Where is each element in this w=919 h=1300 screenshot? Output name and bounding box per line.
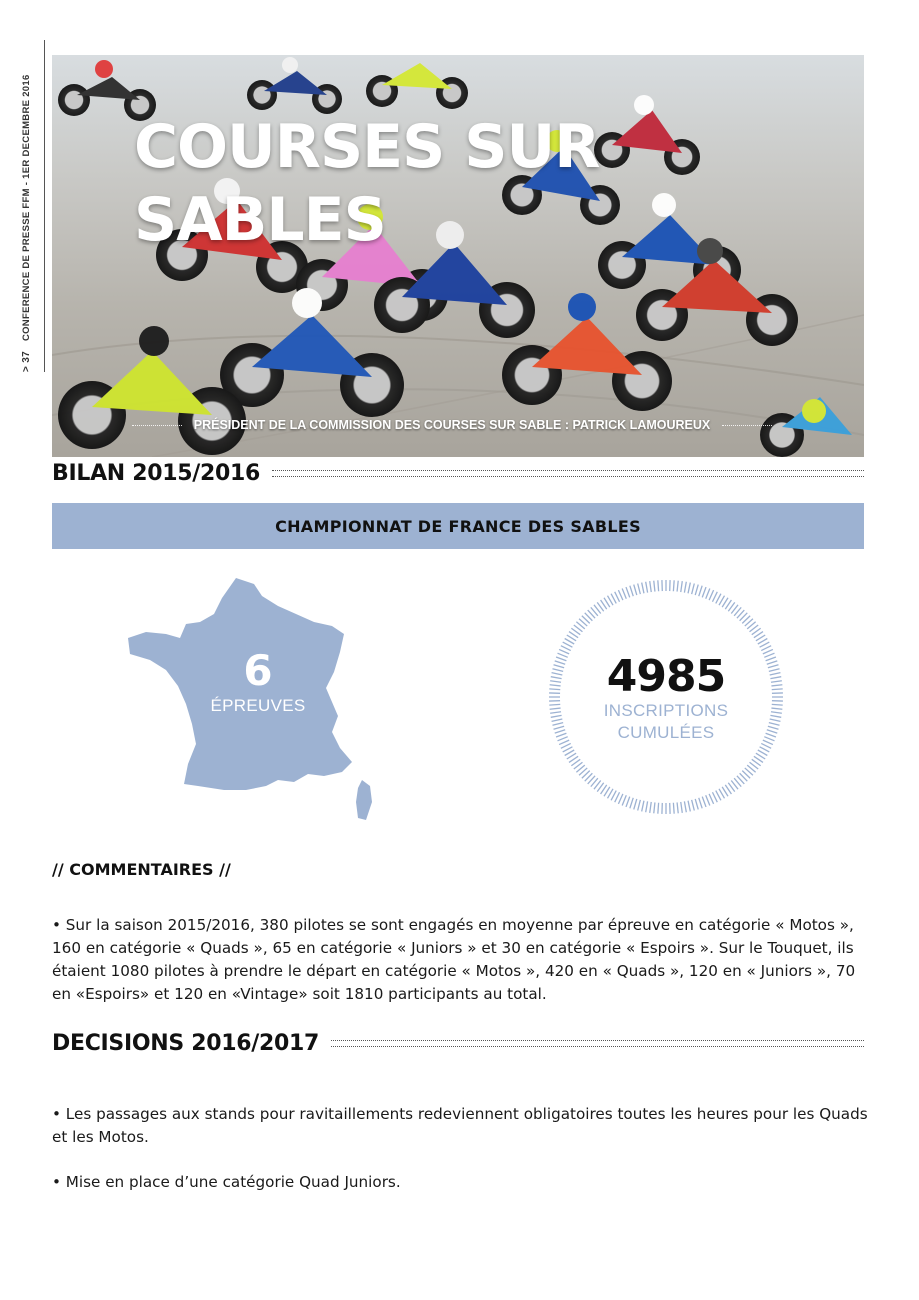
ring-tick (771, 708, 782, 709)
ring-tick (634, 799, 637, 810)
ring-tick (699, 586, 702, 596)
championship-banner (52, 503, 864, 549)
ring-tick (650, 581, 652, 592)
ring-tick (771, 681, 782, 683)
ring-tick (618, 794, 622, 804)
ring-tick (550, 708, 561, 709)
ring-tick (650, 802, 652, 813)
ring-tick (688, 583, 690, 594)
decisions-heading (52, 1028, 864, 1058)
ring-tick (561, 743, 571, 748)
decisions-rule (331, 1040, 864, 1047)
ring-tick (702, 587, 706, 597)
ring-tick (646, 582, 648, 593)
ring-tick (550, 685, 561, 686)
ring-tick (677, 802, 678, 813)
ring-tick (622, 589, 626, 599)
ring-tick (699, 798, 702, 808)
ring-tick (642, 583, 644, 594)
ring-tick (692, 800, 695, 811)
hero-caption (132, 412, 772, 438)
ring-tick (677, 581, 678, 592)
ring-tick (615, 792, 620, 802)
ring-tick (706, 795, 710, 805)
events-count: 6 (243, 646, 273, 695)
ring-tick (638, 800, 641, 811)
ring-tick (688, 801, 690, 812)
ring-tick (695, 585, 698, 596)
registrations-label (560, 700, 772, 744)
ring-tick (706, 589, 710, 599)
ring-tick (561, 646, 571, 651)
events-label: ÉPREUVES (210, 696, 306, 715)
ring-tick (771, 712, 782, 714)
caption-rule-left (132, 425, 182, 426)
ring-tick (654, 581, 655, 592)
registrations-count: 4985 (606, 651, 726, 702)
caption-rule-right (722, 425, 772, 426)
ring-tick (642, 801, 644, 812)
ring-tick (684, 801, 686, 812)
hero-title: COURSES SUR SABLES (134, 112, 600, 255)
comments-paragraph: • Sur la saison 2015/2016, 380 pilotes se sont engagés en moyenne par épreuve en catégorie « Motos », 160 en catégorie « Quads », 65 en catégorie « Juniors » et 30 en catégorie « Espoirs ». Sur le Touquet, ils étaient 1080 pilotes à prendre le départ en catégorie « Motos », 420 en « Quads », 120 en « Juniors », 70 en «Espoirs» et 120 en «Vintage» soit 1810 participants au total. (52, 916, 856, 1003)
ring-tick (615, 592, 620, 602)
decisions-title: DECISIONS 2016/2017 (52, 1030, 320, 1056)
side-running-title (14, 32, 38, 372)
ring-tick (549, 689, 560, 690)
ring-tick (646, 801, 648, 812)
ring-tick (684, 582, 686, 593)
banner-text: CHAMPIONNAT DE FRANCE DES SABLES (275, 516, 641, 536)
ring-tick (618, 590, 622, 600)
page-number: > 37 (20, 351, 32, 372)
ring-tick (772, 704, 783, 705)
ring-tick (673, 580, 674, 591)
side-rule (44, 40, 45, 372)
ring-tick (709, 794, 713, 804)
ring-tick (695, 799, 698, 810)
hero-photo (52, 55, 864, 457)
ring-tick (626, 797, 630, 807)
ring-tick (761, 646, 771, 651)
ring-tick (622, 795, 626, 805)
ring-tick (681, 581, 683, 592)
ring-tick (772, 689, 783, 690)
ring-tick (638, 583, 641, 594)
registrations-label-line1: INSCRIPTIONS (603, 701, 729, 720)
ring-tick (681, 802, 683, 813)
comments-heading: // COMMENTAIRES // (52, 860, 231, 879)
ring-tick (770, 715, 781, 717)
ring-tick (626, 587, 630, 597)
bilan-heading (52, 458, 864, 488)
ring-tick (770, 677, 781, 679)
ring-tick (692, 583, 695, 594)
ring-tick (712, 792, 717, 802)
bilan-rule (272, 470, 864, 477)
ring-tick (634, 585, 637, 596)
ring-tick (630, 586, 633, 596)
decision-item-2: • Mise en place d’une catégorie Quad Juniors. (52, 1173, 401, 1191)
ring-tick (549, 704, 560, 705)
ring-tick (712, 592, 717, 602)
ring-tick (654, 802, 655, 813)
caption-text: PRÉSIDENT DE LA COMMISSION DES COURSES SUR SABLE : PATRICK LAMOUREUX (193, 418, 711, 432)
registrations-label-line2: CUMULÉES (617, 723, 715, 742)
running-title: CONFERENCE DE PRESSE FFM - 1ER DECEMBRE 2016 (20, 74, 32, 342)
ring-tick (702, 797, 706, 807)
ring-tick (709, 590, 713, 600)
ring-tick (630, 798, 633, 808)
ring-tick (771, 685, 782, 686)
decision-item-1: • Les passages aux stands pour ravitaillements redeviennent obligatoires toutes les heures pour les Quads et les Motos. (52, 1105, 868, 1146)
ring-tick (673, 803, 674, 814)
ring-tick (761, 743, 771, 748)
bilan-title: BILAN 2015/2016 (52, 460, 261, 486)
ring-tick (658, 580, 659, 591)
ring-tick (658, 803, 659, 814)
